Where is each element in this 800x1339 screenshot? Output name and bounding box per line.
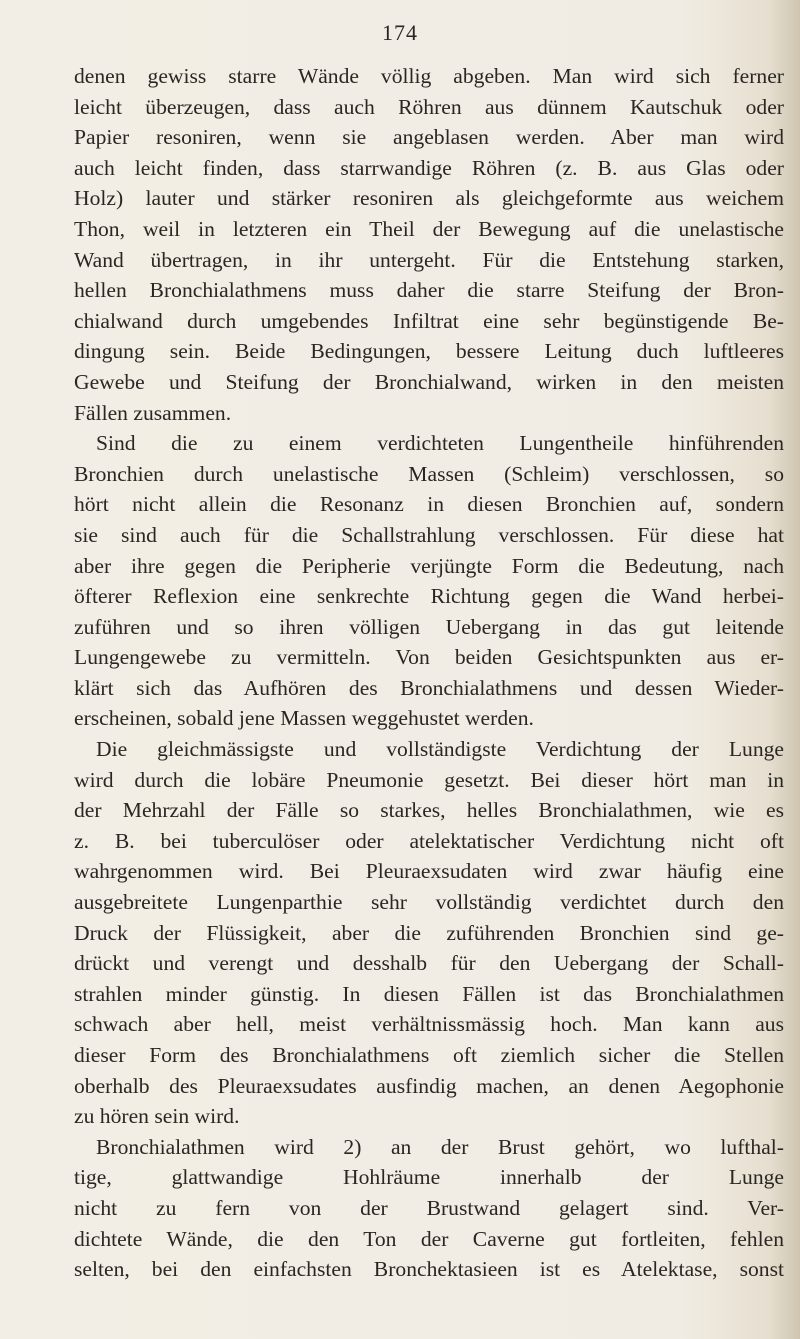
- text-line: Lungengewebe zu vermitteln. Von beiden Gesichtspunkten aus er-: [74, 645, 784, 670]
- text-line: schwach aber hell, meist verhältnissmässig hoch. Man kann aus: [74, 1012, 784, 1037]
- text-line: Wand übertragen, in ihr untergeht. Für die Entstehung starken,: [74, 247, 784, 272]
- text-line: hört nicht allein die Resonanz in diesen Bronchien auf, sondern: [74, 492, 784, 517]
- text-line: Papier resoniren, wenn sie angeblasen werden. Aber man wird: [74, 125, 784, 150]
- text-line: denen gewiss starre Wände völlig abgeben. Man wird sich ferner: [74, 64, 784, 88]
- text-line: dingung sein. Beide Bedingungen, bessere Leitung duch luftleeres: [74, 339, 784, 364]
- text-line: der Mehrzahl der Fälle so starkes, helles Bronchialathmen, wie es: [74, 798, 784, 823]
- text-line: ausgebreitete Lungenparthie sehr vollständig verdichtet durch den: [74, 890, 784, 915]
- text-line: chialwand durch umgebendes Infiltrat eine sehr begünstigende Be-: [74, 308, 784, 333]
- text-line: wird durch die lobäre Pneumonie gesetzt. Bei dieser hört man in: [74, 767, 784, 792]
- text-line: Druck der Flüssigkeit, aber die zuführenden Bronchien sind ge-: [74, 920, 784, 945]
- text-line: Fällen zusammen.: [74, 400, 232, 425]
- page-number: 174: [382, 20, 418, 45]
- text-line: hellen Bronchialathmens muss daher die starre Steifung der Bron-: [74, 278, 784, 303]
- text-line: wahrgenommen wird. Bei Pleuraexsudaten wird zwar häufig eine: [74, 859, 784, 884]
- text-line: Bronchialathmen wird 2) an der Brust gehört, wo lufthal-: [96, 1134, 784, 1159]
- text-line: dichtete Wände, die den Ton der Caverne gut fortleiten, fehlen: [74, 1226, 784, 1251]
- body-text: [74, 61, 784, 1285]
- text-line: klärt sich das Aufhören des Bronchialathmens und dessen Wieder-: [74, 675, 784, 700]
- text-line: Die gleichmässigste und vollständigste Verdichtung der Lunge: [96, 737, 784, 762]
- text-line: sie sind auch für die Schallstrahlung verschlossen. Für diese hat: [74, 522, 784, 547]
- text-line: drückt und verengt und desshalb für den Uebergang der Schall-: [74, 951, 784, 976]
- text-line: z. B. bei tuberculöser oder atelektatischer Verdichtung nicht oft: [74, 828, 784, 853]
- text-line: dieser Form des Bronchialathmens oft ziemlich sicher die Stellen: [74, 1043, 784, 1067]
- text-line: strahlen minder günstig. In diesen Fällen ist das Bronchialathmen: [74, 981, 784, 1006]
- text-line: selten, bei den einfachsten Bronchektasieen ist es Atelektase, sonst: [74, 1257, 784, 1282]
- text-line: öfterer Reflexion eine senkrechte Richtung gegen die Wand herbei-: [74, 584, 784, 609]
- text-line: Holz) lauter und stärker resoniren als gleichgeformte aus weichem: [74, 186, 784, 211]
- text-line: Sind die zu einem verdichteten Lungentheile hinführenden: [96, 431, 784, 456]
- text-line: Bronchien durch unelastische Massen (Schleim) verschlossen, so: [74, 461, 784, 486]
- text-line: nicht zu fern von der Brustwand gelagert sind. Ver-: [74, 1195, 784, 1220]
- text-line: aber ihre gegen die Peripherie verjüngte Form die Bedeutung, nach: [74, 553, 784, 578]
- text-line: oberhalb des Pleuraexsudates ausfindig machen, an denen Aegophonie: [74, 1073, 784, 1098]
- text-line: auch leicht finden, dass starrwandige Röhren (z. B. aus Glas oder: [74, 155, 784, 180]
- text-line: zuführen und so ihren völligen Uebergang in das gut leitende: [74, 614, 784, 639]
- text-line: erscheinen, sobald jene Massen weggehustet werden.: [74, 706, 534, 731]
- text-line: leicht überzeugen, dass auch Röhren aus dünnem Kautschuk oder: [74, 94, 784, 119]
- text-line: Thon, weil in letzteren ein Theil der Bewegung auf die unelastische: [74, 216, 784, 241]
- text-line: Gewebe und Steifung der Bronchialwand, wirken in den meisten: [74, 369, 784, 394]
- text-line: zu hören sein wird.: [74, 1104, 240, 1129]
- text-line: tige, glattwandige Hohlräume innerhalb der Lunge: [74, 1165, 784, 1190]
